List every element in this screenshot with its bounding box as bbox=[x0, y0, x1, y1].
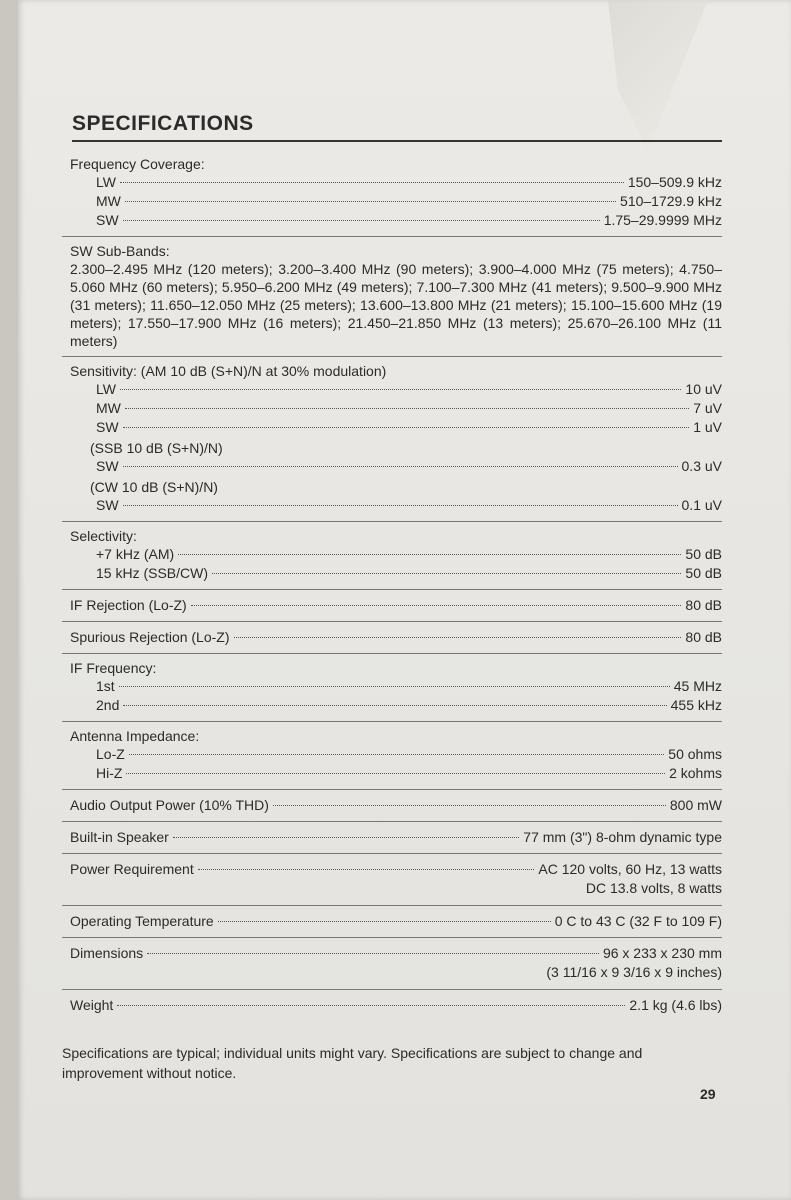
leader-dots bbox=[123, 705, 666, 706]
leader-dots bbox=[212, 573, 681, 574]
if-rejection-section bbox=[62, 590, 722, 622]
spec-value: 2.1 kg (4.6 lbs) bbox=[629, 997, 722, 1013]
spec-row bbox=[70, 912, 722, 930]
leader-dots bbox=[117, 1005, 625, 1006]
spec-row bbox=[96, 696, 722, 714]
spec-row bbox=[96, 677, 722, 695]
spec-label: Audio Output Power (10% THD) bbox=[70, 797, 269, 813]
spec-value: 10 uV bbox=[685, 381, 722, 397]
spec-row bbox=[96, 745, 722, 763]
spec-row bbox=[96, 418, 722, 436]
leader-dots bbox=[123, 505, 678, 506]
leader-dots bbox=[147, 953, 599, 954]
audio-section bbox=[62, 790, 722, 822]
selectivity-section bbox=[62, 522, 722, 590]
leader-dots bbox=[178, 554, 681, 555]
spec-content bbox=[62, 112, 722, 1083]
spec-value: 77 mm (3") 8-ohm dynamic type bbox=[523, 829, 722, 845]
subbands-text: 2.300–2.495 MHz (120 meters); 3.200–3.400 MHz (90 meters); 3.900–4.000 MHz (75 meters); 4.750–5.060 MHz (60 meters); 5.950–6.200 MHz (49 meters); 7.100–7.300 MHz (41 meters); 9.500–9.900 MHz (31 meters); 11.650–12.050 MHz (25 meters); 13.600–13.800 MHz (21 meters); 15.100–15.600 MHz (19 meters); 17.550–17.900 MHz (16 meters); 21.450–21.850 MHz (13 meters); 25.670–26.100 MHz (11 meters) bbox=[70, 261, 722, 349]
spec-label: +7 kHz (AM) bbox=[96, 546, 175, 562]
spec-value-line2: (3 11/16 x 9 3/16 x 9 inches) bbox=[546, 964, 722, 980]
spec-label: Dimensions bbox=[70, 945, 144, 961]
spec-row bbox=[96, 173, 722, 191]
leader-dots bbox=[120, 182, 624, 183]
spec-label: Built-in Speaker bbox=[70, 829, 169, 845]
spec-row bbox=[96, 399, 722, 417]
leader-dots bbox=[123, 220, 600, 221]
spec-value-line2: DC 13.8 volts, 8 watts bbox=[585, 880, 722, 896]
dimensions-section bbox=[62, 938, 722, 990]
section-header: Sensitivity: (AM 10 dB (S+N)/N at 30% modulation) bbox=[70, 363, 387, 379]
spec-label: SW bbox=[96, 497, 119, 513]
spec-value: 45 MHz bbox=[673, 678, 722, 694]
leader-dots bbox=[234, 637, 682, 638]
spec-row bbox=[70, 996, 722, 1014]
leader-dots bbox=[120, 389, 681, 390]
frequency-section bbox=[62, 150, 722, 237]
spec-row bbox=[96, 764, 722, 782]
spec-row bbox=[70, 796, 722, 814]
leader-dots bbox=[125, 408, 689, 409]
footnote: Specifications are typical; individual units might vary. Specifications are subject to change and improvement without notice. bbox=[62, 1045, 643, 1081]
spec-label: LW bbox=[96, 381, 116, 397]
spec-row bbox=[96, 564, 722, 582]
spec-value: 1 uV bbox=[693, 419, 722, 435]
spec-row bbox=[96, 192, 722, 210]
spec-value: 0 C to 43 C (32 F to 109 F) bbox=[554, 913, 722, 929]
spec-value: 50 ohms bbox=[668, 746, 722, 762]
section-header: Selectivity: bbox=[70, 528, 137, 544]
spec-row bbox=[96, 457, 722, 475]
leader-dots bbox=[218, 921, 551, 922]
spec-value: 50 dB bbox=[685, 546, 722, 562]
spec-value: 510–1729.9 kHz bbox=[620, 193, 722, 209]
spec-label: IF Rejection (Lo-Z) bbox=[70, 597, 187, 613]
leader-dots bbox=[123, 466, 678, 467]
spec-row bbox=[96, 380, 722, 398]
spec-value: 0.1 uV bbox=[681, 497, 722, 513]
spec-row bbox=[96, 211, 722, 229]
leader-dots bbox=[173, 837, 519, 838]
spec-value: 7 uV bbox=[693, 400, 722, 416]
page-number: 29 bbox=[700, 1086, 716, 1102]
leader-dots bbox=[273, 805, 666, 806]
power-section bbox=[62, 854, 722, 906]
spec-value: 80 dB bbox=[685, 597, 722, 613]
leader-dots bbox=[191, 605, 682, 606]
spec-value: 0.3 uV bbox=[681, 458, 722, 474]
spec-row bbox=[70, 860, 722, 878]
subbands-section bbox=[62, 237, 722, 357]
title-rule bbox=[72, 140, 722, 142]
antenna-section bbox=[62, 722, 722, 790]
spec-label: Operating Temperature bbox=[70, 913, 214, 929]
spurious-section bbox=[62, 622, 722, 654]
section-header: Frequency Coverage: bbox=[70, 156, 205, 172]
spec-label: LW bbox=[96, 174, 116, 190]
spec-label: Weight bbox=[70, 997, 114, 1013]
spec-label: 2nd bbox=[96, 697, 120, 713]
page-title: SPECIFICATIONS bbox=[72, 112, 254, 135]
spec-row bbox=[70, 944, 722, 962]
spec-value: 150–509.9 kHz bbox=[627, 174, 722, 190]
section-header: Antenna Impedance: bbox=[70, 728, 200, 744]
ssb-header: (SSB 10 dB (S+N)/N) bbox=[90, 440, 223, 456]
leader-dots bbox=[126, 773, 665, 774]
section-header: IF Frequency: bbox=[70, 660, 157, 676]
leader-dots bbox=[123, 427, 690, 428]
spec-value: AC 120 volts, 60 Hz, 13 watts bbox=[538, 861, 722, 877]
spec-row bbox=[70, 828, 722, 846]
spec-label: Spurious Rejection (Lo-Z) bbox=[70, 629, 230, 645]
weight-section bbox=[62, 990, 722, 1021]
spec-label: SW bbox=[96, 458, 119, 474]
speaker-section bbox=[62, 822, 722, 854]
spec-row bbox=[96, 496, 722, 514]
spec-label: SW bbox=[96, 212, 119, 228]
leader-dots bbox=[129, 754, 665, 755]
spec-row bbox=[96, 545, 722, 563]
spec-value: 80 dB bbox=[685, 629, 722, 645]
spec-value: 800 mW bbox=[669, 797, 722, 813]
spec-label: Power Requirement bbox=[70, 861, 194, 877]
spec-value: 50 dB bbox=[685, 565, 722, 581]
spec-label: 1st bbox=[96, 678, 115, 694]
spec-label: Lo-Z bbox=[96, 746, 125, 762]
leader-dots bbox=[125, 201, 616, 202]
spec-value: 455 kHz bbox=[670, 697, 722, 713]
spec-value: 2 kohms bbox=[669, 765, 722, 781]
spec-row bbox=[70, 628, 722, 646]
spec-label: Hi-Z bbox=[96, 765, 123, 781]
leader-dots bbox=[119, 686, 670, 687]
sensitivity-section bbox=[62, 357, 722, 522]
spec-value: 1.75–29.9999 MHz bbox=[603, 212, 722, 228]
spec-label: SW bbox=[96, 419, 119, 435]
section-header: SW Sub-Bands: bbox=[70, 243, 170, 259]
if-frequency-section bbox=[62, 654, 722, 722]
spec-label: MW bbox=[96, 400, 121, 416]
leader-dots bbox=[198, 869, 535, 870]
spec-label: 15 kHz (SSB/CW) bbox=[96, 565, 209, 581]
temperature-section bbox=[62, 906, 722, 938]
spec-label: MW bbox=[96, 193, 121, 209]
cw-header: (CW 10 dB (S+N)/N) bbox=[90, 479, 218, 495]
spec-row bbox=[70, 596, 722, 614]
spec-value: 96 x 233 x 230 mm bbox=[602, 945, 722, 961]
